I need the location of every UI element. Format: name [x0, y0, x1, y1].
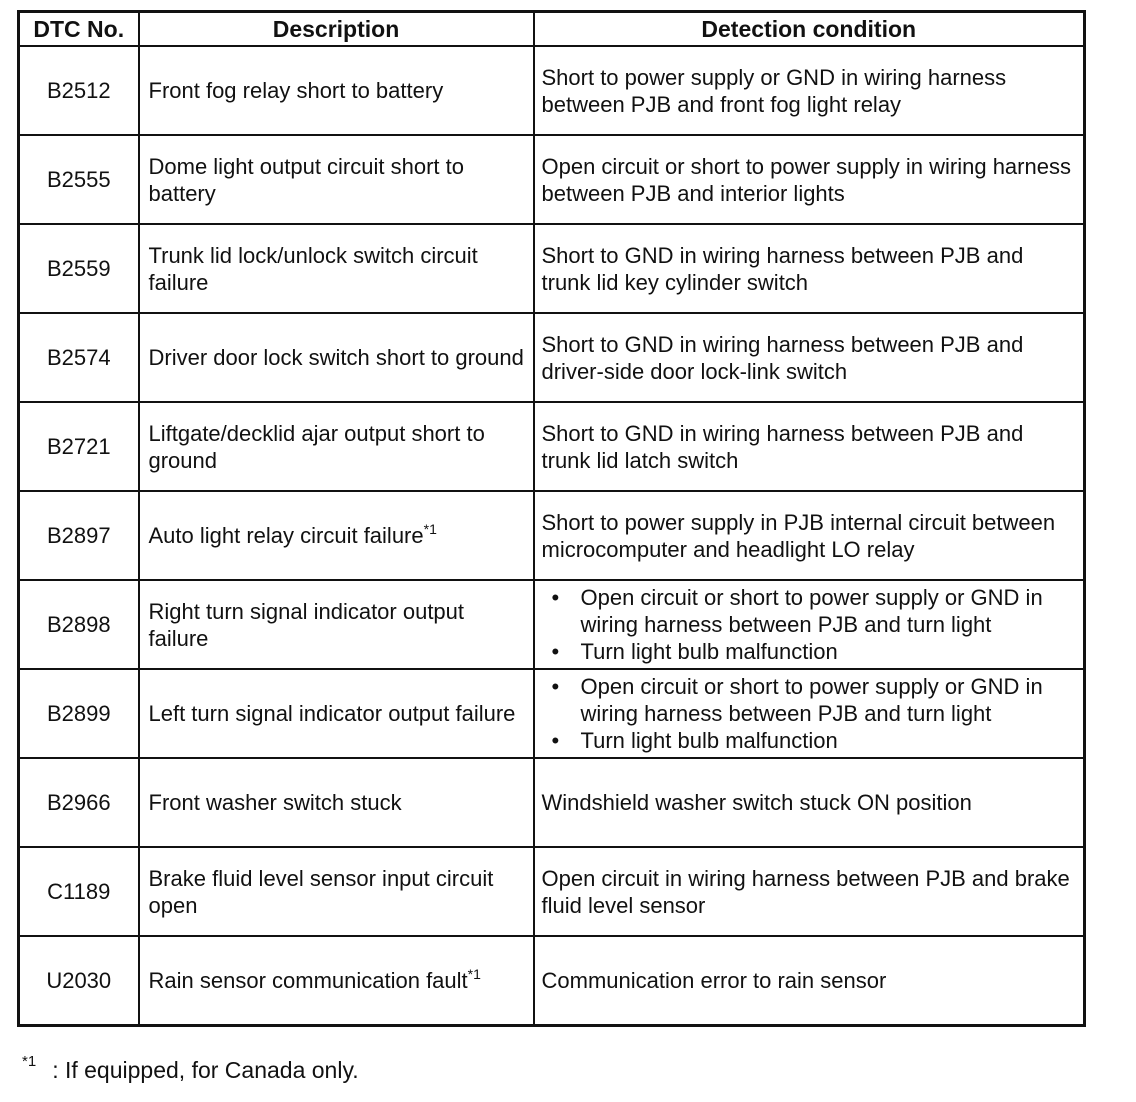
footnote-mark: *1 — [22, 1053, 37, 1070]
detection-condition-cell — [534, 46, 1085, 135]
condition-text: Short to power supply or GND in wiring harness between PJB and front fog light relay — [541, 64, 1007, 117]
dtc-code-cell: B2721 — [19, 402, 139, 491]
dtc-code-cell: B2512 — [19, 46, 139, 135]
description-text: Driver door lock switch short to ground — [148, 345, 524, 370]
table-row — [19, 46, 1085, 135]
description-cell — [139, 313, 534, 402]
dtc-code-cell: U2030 — [19, 936, 139, 1026]
condition-text: Open circuit or short to power supply in wiring harness between PJB and interior lights — [541, 153, 1071, 206]
condition-text: Short to GND in wiring harness between PJB and trunk lid latch switch — [541, 420, 1024, 473]
condition-bullet-item — [542, 673, 1078, 727]
detection-condition-cell — [534, 402, 1085, 491]
detection-condition-cell — [534, 936, 1085, 1026]
description-cell — [139, 669, 534, 758]
condition-bullet-text: Turn light bulb malfunction — [580, 728, 838, 753]
table-row — [19, 491, 1085, 580]
condition-bullet-list — [542, 584, 1078, 665]
dtc-code-cell: C1189 — [19, 847, 139, 936]
description-cell — [139, 402, 534, 491]
detection-condition-cell — [534, 847, 1085, 936]
condition-bullet-text: Open circuit or short to power supply or GND in wiring harness between PJB and turn light — [580, 674, 1043, 726]
table-row — [19, 758, 1085, 847]
dtc-code-cell: B2966 — [19, 758, 139, 847]
description-cell — [139, 936, 534, 1026]
footnote-reference: *1 — [467, 966, 481, 982]
detection-condition-cell — [534, 669, 1085, 758]
header-detection-condition: Detection condition — [534, 12, 1085, 47]
detection-condition-cell — [534, 313, 1085, 402]
description-cell — [139, 135, 534, 224]
table-row — [19, 135, 1085, 224]
footnote-reference: *1 — [423, 521, 437, 537]
detection-condition-cell — [534, 135, 1085, 224]
condition-bullet-list — [542, 673, 1078, 754]
header-description: Description — [139, 12, 534, 47]
table-row — [19, 313, 1085, 402]
dtc-code-cell: B2559 — [19, 224, 139, 313]
detection-condition-cell — [534, 224, 1085, 313]
description-cell — [139, 224, 534, 313]
condition-bullet-text: Turn light bulb malfunction — [580, 639, 838, 664]
dtc-code-cell: B2897 — [19, 491, 139, 580]
bullet-icon: • — [551, 585, 560, 610]
description-cell — [139, 758, 534, 847]
dtc-code-cell: B2899 — [19, 669, 139, 758]
condition-text: Open circuit in wiring harness between PJB and brake fluid level sensor — [541, 865, 1070, 918]
table-row — [19, 847, 1085, 936]
bullet-icon: • — [551, 728, 560, 753]
header-dtc-no: DTC No. — [19, 12, 139, 47]
description-text: Trunk lid lock/unlock switch circuit failure — [148, 242, 478, 295]
table-row — [19, 580, 1085, 669]
description-cell — [139, 46, 534, 135]
table-row — [19, 936, 1085, 1026]
table-header-row — [19, 12, 1085, 47]
description-cell — [139, 491, 534, 580]
description-text: Rain sensor communication fault — [148, 968, 468, 993]
dtc-code-cell: B2898 — [19, 580, 139, 669]
description-text: Right turn signal indicator output failure — [148, 598, 465, 651]
description-cell — [139, 847, 534, 936]
bullet-icon: • — [551, 674, 560, 699]
condition-text: Communication error to rain sensor — [541, 968, 887, 993]
description-text: Front fog relay short to battery — [148, 78, 444, 103]
description-text: Auto light relay circuit failure — [148, 523, 424, 548]
description-cell — [139, 580, 534, 669]
description-text: Brake fluid level sensor input circuit open — [148, 865, 494, 918]
condition-text: Short to GND in wiring harness between PJB and trunk lid key cylinder switch — [541, 242, 1024, 295]
dtc-table — [17, 10, 1086, 1027]
detection-condition-cell — [534, 580, 1085, 669]
condition-bullet-item — [542, 638, 1078, 665]
dtc-code-cell: B2574 — [19, 313, 139, 402]
condition-text: Short to power supply in PJB internal circuit between microcomputer and headlight LO relay — [541, 509, 1056, 562]
detection-condition-cell — [534, 758, 1085, 847]
dtc-code-cell: B2555 — [19, 135, 139, 224]
description-text: Liftgate/decklid ajar output short to ground — [148, 420, 485, 473]
description-text: Left turn signal indicator output failure — [148, 701, 516, 726]
bullet-icon: • — [551, 639, 560, 664]
condition-bullet-item — [542, 727, 1078, 754]
condition-bullet-item — [542, 584, 1078, 638]
table-row — [19, 669, 1085, 758]
description-text: Front washer switch stuck — [148, 790, 402, 815]
condition-text: Windshield washer switch stuck ON position — [541, 790, 972, 815]
footnote — [22, 1054, 359, 1086]
table-body — [19, 46, 1085, 1026]
condition-text: Short to GND in wiring harness between PJB and driver-side door lock-link switch — [541, 331, 1024, 384]
detection-condition-cell — [534, 491, 1085, 580]
condition-bullet-text: Open circuit or short to power supply or GND in wiring harness between PJB and turn light — [580, 585, 1043, 637]
table-row — [19, 402, 1085, 491]
table-row — [19, 224, 1085, 313]
description-text: Dome light output circuit short to battery — [148, 153, 464, 206]
footnote-text: : If equipped, for Canada only. — [52, 1057, 359, 1083]
